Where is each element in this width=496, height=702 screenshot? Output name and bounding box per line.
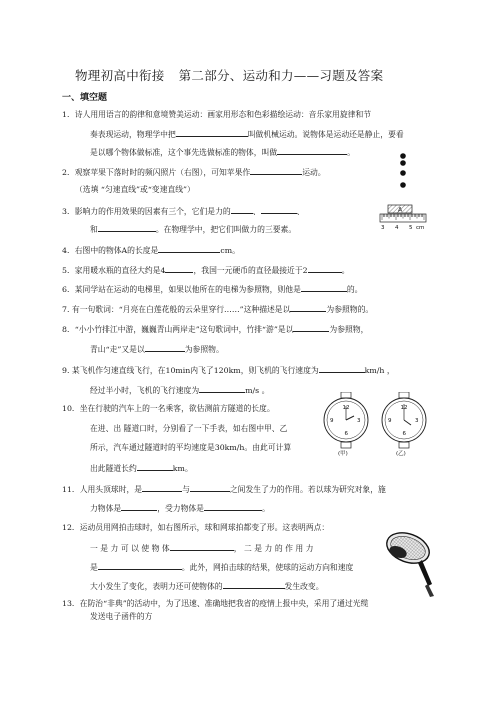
question-12-line-2: 一 是 力 可 以 使 物 体 ， 二 是 力 的 作 用 力 <box>90 544 314 553</box>
racket-ball-figure <box>378 518 438 598</box>
watch-yi <box>382 392 426 456</box>
question-13-line-2: 发送电子函件的方 <box>90 612 153 621</box>
ruler-tick-label: 3 <box>381 225 385 231</box>
title-left: 物理初高中衔接 <box>75 68 165 83</box>
svg-text:12: 12 <box>342 405 350 411</box>
question-3-line-2: 和 。在物理学中，把它们叫做力的三要素。 <box>90 225 297 234</box>
ruler-figure <box>378 202 430 232</box>
svg-text:9: 9 <box>388 418 392 424</box>
watches-figure <box>318 392 432 456</box>
question-13-line-1: 13．在防治“非典”的活动中，为了迅速、准确地把我省的疫情上报中央，采用了通过光缆 <box>62 599 369 608</box>
watch-caption: (甲) <box>338 451 348 456</box>
question-10-line-3: 所示，汽车通过隧道时的平均速度是30km/h。由此可计算 <box>90 443 292 452</box>
question-10-line-2: 在进、出 隧道口时，分别看了一下手表，如右图中甲、乙 <box>90 424 288 433</box>
question-12-line-3: 是 。此外，网拍击球的结果，使球的运动方向和速度 <box>90 563 354 572</box>
apple-dot <box>400 170 406 176</box>
question-1-line-1: 1．诗人用用语言的韵律和意境赞美运动：画家用形态和色彩描绘运动：音乐家用旋律和节 <box>62 110 372 119</box>
question-12-line-1: 12．运动员用网拍击球时，如右图所示，球和网球拍都变了形。这表明两点： <box>62 523 330 532</box>
question-7: 7. 有一句歌词：“月亮在白莲花般的云朵里穿行……”这种描述是以 为参照物的。 <box>62 305 374 314</box>
question-12-line-4: 大小发生了变化，表明力还可使物体的 发生改变。 <box>90 582 324 591</box>
question-11-line-2: 力物体是 ，受力物体是 。 <box>90 504 270 513</box>
apple-strobe-figure <box>396 152 410 196</box>
svg-text:12: 12 <box>400 405 408 411</box>
ruler-tick-label: 5 <box>409 225 413 231</box>
question-10-line-1: 10．坐在行驶的汽车上的一名乘客，欲估测前方隧道的长度。 <box>62 404 275 413</box>
section-heading: 一、填空题 <box>62 93 108 103</box>
page-title <box>75 66 383 84</box>
question-1-line-2: 奏表现运动，物理学中把 叫做机械运动。说物体是运动还是静止，要看 <box>90 130 404 139</box>
question-2-line-1: 2．观察苹果下落时时的频闪照片（右图），可知苹果作 运动。 <box>62 168 326 177</box>
question-9-line-2: 经过半小时，飞机的飞行速度为 m/s 。 <box>90 386 270 395</box>
watch-caption: (乙) <box>396 451 406 456</box>
svg-text:9: 9 <box>330 418 334 424</box>
question-3-line-1: 3．影响力的作用效果的因素有三个，它们是力的 、 、 <box>62 207 305 216</box>
ruler-unit-label: cm <box>416 225 425 231</box>
ruler-tick-label: 4 <box>395 225 399 231</box>
apple-dot <box>400 160 406 166</box>
svg-text:3: 3 <box>357 418 361 424</box>
watch-jia <box>324 392 368 456</box>
question-8-line-2: 青山“走”又是以 为参照物。 <box>90 345 224 354</box>
object-a-label: A <box>398 206 403 214</box>
question-5: 5．家用暖水瓶的直径大约是4 ，我国一元硬币的直径最接近于2 。 <box>62 266 350 275</box>
question-11-line-1: 11．人用头顶球时，是 与 之间发生了力的作用。若以球为研究对象，施 <box>62 485 386 494</box>
question-2-line-2: （选填 “匀速直线”或“变速直线”） <box>75 185 195 194</box>
svg-text:3: 3 <box>415 418 419 424</box>
svg-text:6: 6 <box>344 431 348 437</box>
question-1-line-3: 是以哪个物体做标准，这个事先选做标准的物体，叫做 。 <box>90 148 355 157</box>
question-10-line-4: 出此隧道长约 km。 <box>90 464 193 473</box>
svg-text:6: 6 <box>402 431 406 437</box>
question-9-line-1: 9. 某飞机作匀速直线飞行，在10min内飞了120km，则飞机的飞行速度为 km/h ， <box>62 366 395 375</box>
apple-dot <box>400 182 406 188</box>
question-6: 6．某同学站在运动的电梯里，如果以他所在的电梯为参照物，则他是 的。 <box>62 285 363 294</box>
apple-dot <box>400 153 406 159</box>
title-right: 第二部分、运动和力——习题及答案 <box>178 68 384 83</box>
question-4: 4．右图中的物体A的长度是 cm。 <box>62 246 240 255</box>
question-8-line-1: 8．“小小竹排江中游，巍巍青山两岸走”这句歌词中，竹排“游”是以 为参照物， <box>62 325 369 334</box>
